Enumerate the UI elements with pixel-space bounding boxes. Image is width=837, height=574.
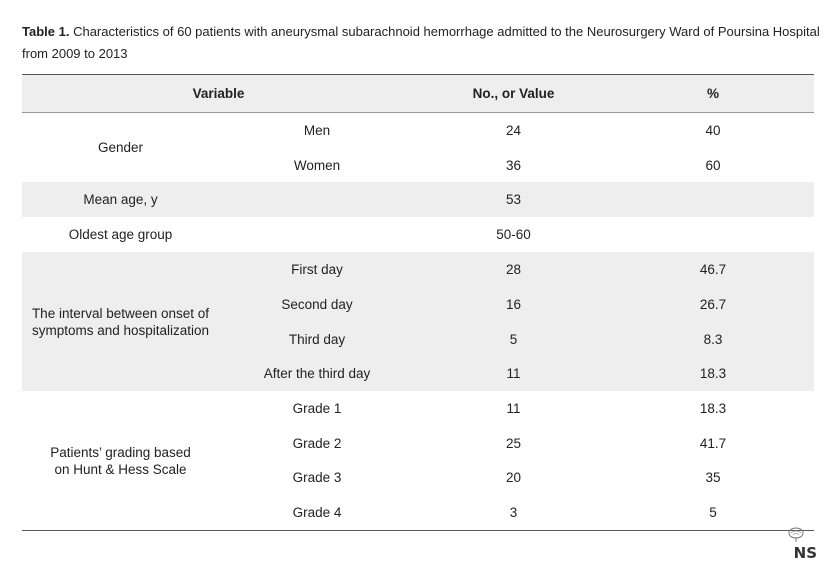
sub-label: Grade 1 [292,400,342,416]
percent-cell: 40 [705,122,721,138]
table-row [219,391,814,426]
sub-label: Women [293,157,341,173]
value-cell: 24 [505,122,522,138]
caption-label: Table 1. [22,24,70,39]
table-row [219,461,814,496]
percent-cell: 8.3 [703,331,723,347]
value-cell: 11 [506,366,521,382]
oldest-age-value: 50-60 [496,227,531,243]
interval-group [22,252,814,391]
header-percent: % [706,86,719,101]
value-cell: 20 [505,470,522,486]
mean-age-value: 53 [505,192,522,208]
sub-label: Third day [288,331,346,347]
table-header [22,75,814,113]
value-cell: 5 [509,331,518,347]
value-cell: 28 [505,262,522,278]
table-row [219,322,814,357]
sub-label: First day [291,262,343,278]
table-row [219,252,814,287]
header-value: No., or Value [472,86,555,101]
percent-cell: 5 [709,505,717,521]
grading-label: Patients’ grading based on Hunt & Hess Scale [50,444,191,477]
mean-age-row [22,182,814,217]
percent-cell: 26.7 [699,296,727,312]
value-cell: 16 [505,296,522,312]
brain-icon [787,526,805,542]
sub-label: Men [303,122,331,138]
gender-group [22,113,814,182]
table-row [219,113,814,148]
caption-text: Characteristics of 60 patients with aneurysmal subarachnoid hemorrhage admitted to the Neurosurgery Ward of Poursina Hospital from 2009 to 2013 [22,24,820,61]
table-row [219,495,814,530]
value-cell: 36 [505,157,522,173]
journal-logo [773,536,817,562]
oldest-age-label: Oldest age group [68,227,173,243]
oldest-age-row [22,217,814,252]
value-cell: 25 [505,435,522,451]
percent-cell: 41.7 [699,435,727,451]
value-cell: 11 [506,400,521,416]
sub-label: Grade 3 [292,470,342,486]
percent-cell: 46.7 [699,262,727,278]
characteristics-table [22,74,814,531]
logo-text: NS [793,544,817,562]
sub-label: After the third day [263,366,371,382]
percent-cell: 35 [705,470,721,486]
sub-label: Second day [281,296,353,312]
table-row [219,148,814,183]
table-row [219,287,814,322]
grading-group [22,391,814,530]
percent-cell: 18.3 [699,366,727,382]
table-row [219,426,814,461]
sub-label: Grade 2 [292,435,342,451]
percent-cell: 18.3 [699,400,727,416]
sub-label: Grade 4 [292,505,342,521]
value-cell: 3 [509,505,518,521]
mean-age-label: Mean age, y [83,192,158,208]
percent-cell: 60 [705,157,721,173]
header-variable: Variable [192,86,245,101]
interval-label: The interval between onset of symptoms and hospitalization [31,305,210,338]
table-caption [22,21,822,65]
gender-label: Gender [97,140,144,156]
table-row [219,356,814,391]
